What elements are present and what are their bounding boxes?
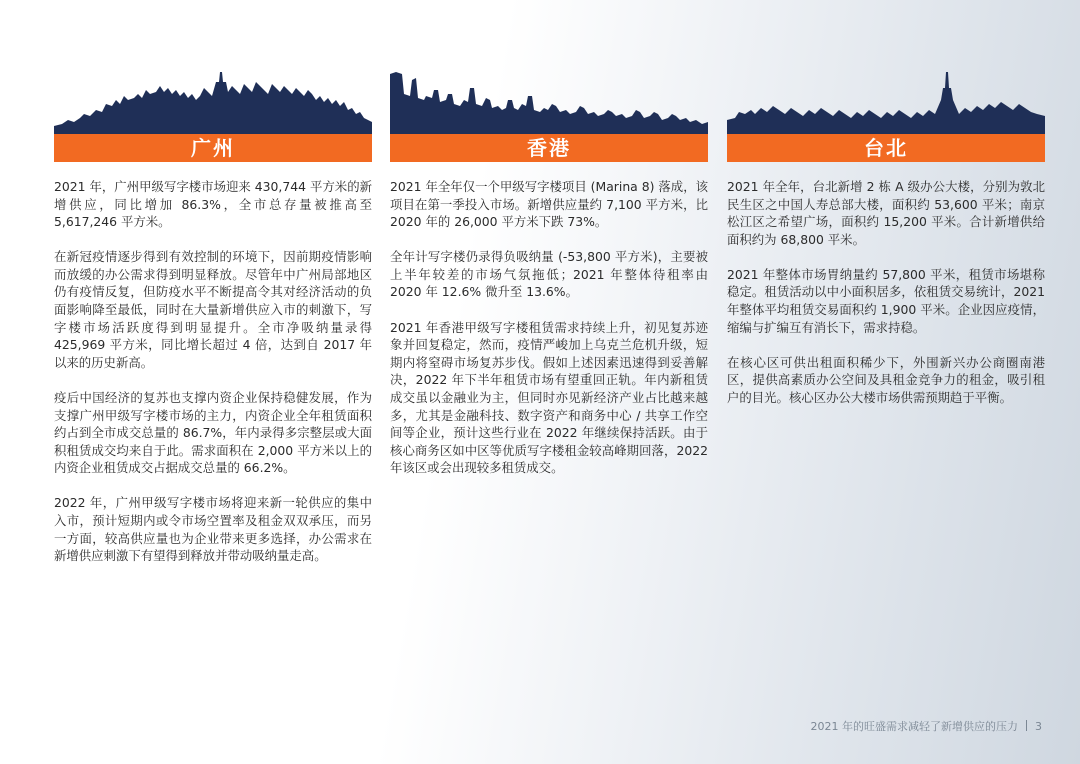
paragraph: 疫后中国经济的复苏也支撑内资企业保持稳健发展，作为支撑广州甲级写字楼市场的主力，内资企业全年租赁面积约占到全市成交总量的 86.7%，年内录得多宗整层或大面积租赁成交均来自于此。需求面积在 2,000 平方米以上的内资企业租赁成交占据成交总量的 66.2%。 <box>54 389 372 476</box>
column-taipei <box>727 70 1045 424</box>
paragraph: 2022 年，广州甲级写字楼市场将迎来新一轮供应的集中入市，预计短期内或令市场空置率及租金双双承压，而另一方面，较高供应量也为企业带来更多选择，办公需求在新增供应刺激下有望得到释放并带动吸纳量走高。 <box>54 495 372 564</box>
paragraph: 在核心区可供出租面积稀少下，外围新兴办公商圈南港区，提供高素质办公空间及具租金竞争力的租金，吸引租户的目光。核心区办公大楼市场供需预期趋于平衡。 <box>727 354 1045 405</box>
city-banner-guangzhou: 广州 <box>54 134 372 162</box>
paragraph: 全年计写字楼仍录得负吸纳量 (-53,800 平方米)，主要被上半年较差的市场气氛拖低；2021 年整体待租率由 2020 年 12.6% 微升至 13.6%。 <box>390 249 708 300</box>
paragraphs-taipei <box>727 178 1045 407</box>
paragraphs-hong-kong <box>390 178 708 477</box>
footer-divider <box>1026 720 1027 731</box>
footer-title: 2021 年的旺盛需求减轻了新增供应的压力 <box>810 720 1018 733</box>
column-guangzhou <box>54 70 372 582</box>
page-footer <box>811 718 1043 734</box>
paragraphs-guangzhou <box>54 178 372 565</box>
paragraph: 2021 年整体市场胃纳量约 57,800 平米，租赁市场堪称稳定。租赁活动以中小面积居多，依租赁交易统计，2021 年整体平均租赁交易面积约 1,900 平米。企业因应疫情，缩编与扩编互有消长下，需求持稳。 <box>727 266 1045 335</box>
paragraph: 2021 年全年仅一个甲级写字楼项目 (Marina 8) 落成，该项目在第一季投入市场。新增供应量约 7,100 平方米，比 2020 年的 26,000 平方米下跌 73%。 <box>390 179 708 230</box>
paragraph: 2021 年，广州甲级写字楼市场迎来 430,744 平方米的新增供应，同比增加 86.3%，全市总存量被推高至 5,617,246 平方米。 <box>54 179 372 230</box>
guangzhou-skyline-icon <box>54 70 372 134</box>
paragraph: 在新冠疫情逐步得到有效控制的环境下，因前期疫情影响而放缓的办公需求得到明显释放。尽管年中广州局部地区仍有疫情反复，但防疫水平不断提高令其对经济活动的负面影响降至最低，同时在大量新增供应入市的刺激下，写字楼市场活跃度得到明显提升。全市净吸纳量录得 425,969 平方米，同比增长超过 4 倍，达到自 2017 年以来的历史新高。 <box>54 249 372 370</box>
hong-kong-skyline-icon <box>390 70 708 134</box>
paragraph: 2021 年全年，台北新增 2 栋 A 级办公大楼，分别为敦北民生区之中国人寿总部大楼，面积约 53,600 平米；南京松江区之希望广场，面积约 15,200 平米。合计新增供给面积约为 68,800 平米。 <box>727 179 1045 247</box>
city-banner-taipei: 台北 <box>727 134 1045 162</box>
paragraph: 2021 年香港甲级写字楼租赁需求持续上升，初见复苏迹象并回复稳定，然而，疫情严峻加上乌克兰危机升级，短期内将窒碍市场复苏步伐。假如上述因素迅速得到妥善解决，2022 年下半年租赁市场有望重回正轨。年内新租赁成交虽以金融业为主，但同时亦见新经济产业占比越来越多，尤其是金融科技、数字资产和商务中心 / 共享工作空间等企业，预计这些行业在 2022 年继续保持活跃。由于核心商务区如中区等优质写字楼租金较高峰期回落，2022 年该区或会出现较多租赁成交。 <box>390 319 708 476</box>
taipei-skyline-icon <box>727 70 1045 134</box>
page-number: 3 <box>1035 720 1042 733</box>
city-banner-hong-kong: 香港 <box>390 134 708 162</box>
column-hong-kong <box>390 70 708 494</box>
